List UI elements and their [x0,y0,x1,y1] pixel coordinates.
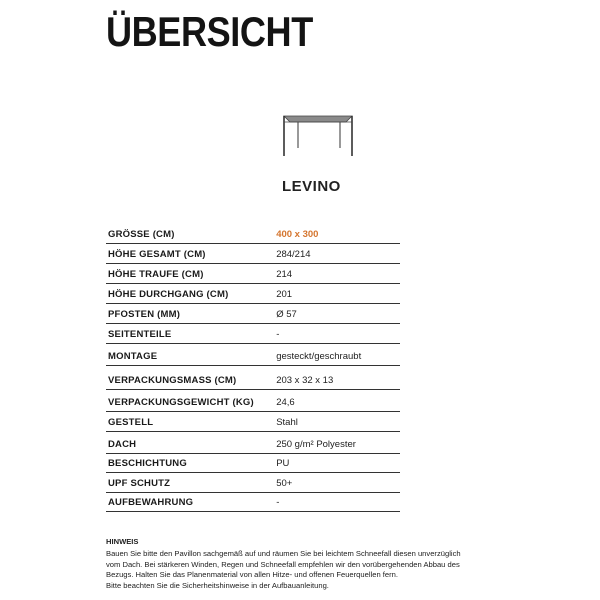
spec-label: VERPACKUNGSGEWICHT (KG) [108,397,254,408]
spec-row-hoehe-durchgang [106,284,400,304]
spec-value: 50+ [276,478,293,489]
spec-row-montage [106,344,400,366]
pavilion-icon [272,108,362,160]
spec-label: DACH [108,439,137,450]
spec-label: VERPACKUNGSMASS (CM) [108,375,237,386]
spec-value: - [276,329,280,340]
safety-note [106,537,500,591]
spec-row-upf-schutz [106,473,400,493]
spec-value: 400 x 300 [276,229,319,240]
spec-value: Stahl [276,417,298,428]
spec-label: GRÖSSE (CM) [108,229,175,240]
spec-row-hoehe-traufe [106,264,400,284]
spec-label: UPF SCHUTZ [108,478,171,489]
page-title: ÜBERSICHT [106,8,313,55]
note-heading: HINWEIS [106,537,139,546]
spec-label: MONTAGE [108,351,158,362]
spec-label: SEITENTEILE [108,329,172,340]
spec-value: 214 [276,269,293,280]
spec-row-hoehe-gesamt [106,244,400,264]
spec-value: 250 g/m² Polyester [276,439,356,450]
spec-row-aufbewahrung [106,493,400,512]
spec-row-gestell [106,412,400,432]
spec-label: BESCHICHTUNG [108,458,187,469]
spec-row-dach [106,432,400,454]
spec-value: Ø 57 [276,309,297,320]
spec-row-verpackungsgewicht [106,390,400,412]
note-line: Bezugs. Halten Sie das Planenmaterial von allen Hitze- und offenen Feuerquellen fern. [106,570,398,580]
spec-value: 24,6 [276,397,295,408]
spec-value: 203 x 32 x 13 [276,375,334,386]
spec-table [106,224,400,512]
note-line: vom Dach. Bei stärkeren Winden, Regen und Schneefall empfehlen wir den vorübergehenden Abbau des [106,559,460,569]
spec-label: HÖHE DURCHGANG (CM) [108,289,229,300]
spec-row-groesse [106,224,400,244]
spec-row-verpackungsmass [106,366,400,390]
spec-value: 284/214 [276,249,311,260]
note-line: Bauen Sie bitte den Pavillon sachgemäß auf und räumen Sie bei leichtem Schneefall diesen unverzüglich [106,549,461,559]
spec-row-seitenteile [106,324,400,344]
spec-value: PU [276,458,290,469]
spec-row-pfosten [106,304,400,324]
spec-label: GESTELL [108,417,154,428]
spec-label: AUFBEWAHRUNG [108,497,194,508]
spec-value: gesteckt/geschraubt [276,351,362,362]
spec-label: HÖHE GESAMT (CM) [108,249,206,260]
spec-value: 201 [276,289,293,300]
spec-value: - [276,497,280,508]
spec-row-beschichtung [106,454,400,473]
note-line: Bitte beachten Sie die Sicherheitshinweise in der Aufbauanleitung. [106,580,329,590]
spec-label: PFOSTEN (MM) [108,309,181,320]
spec-label: HÖHE TRAUFE (CM) [108,269,204,280]
product-name: LEVINO [282,178,341,195]
